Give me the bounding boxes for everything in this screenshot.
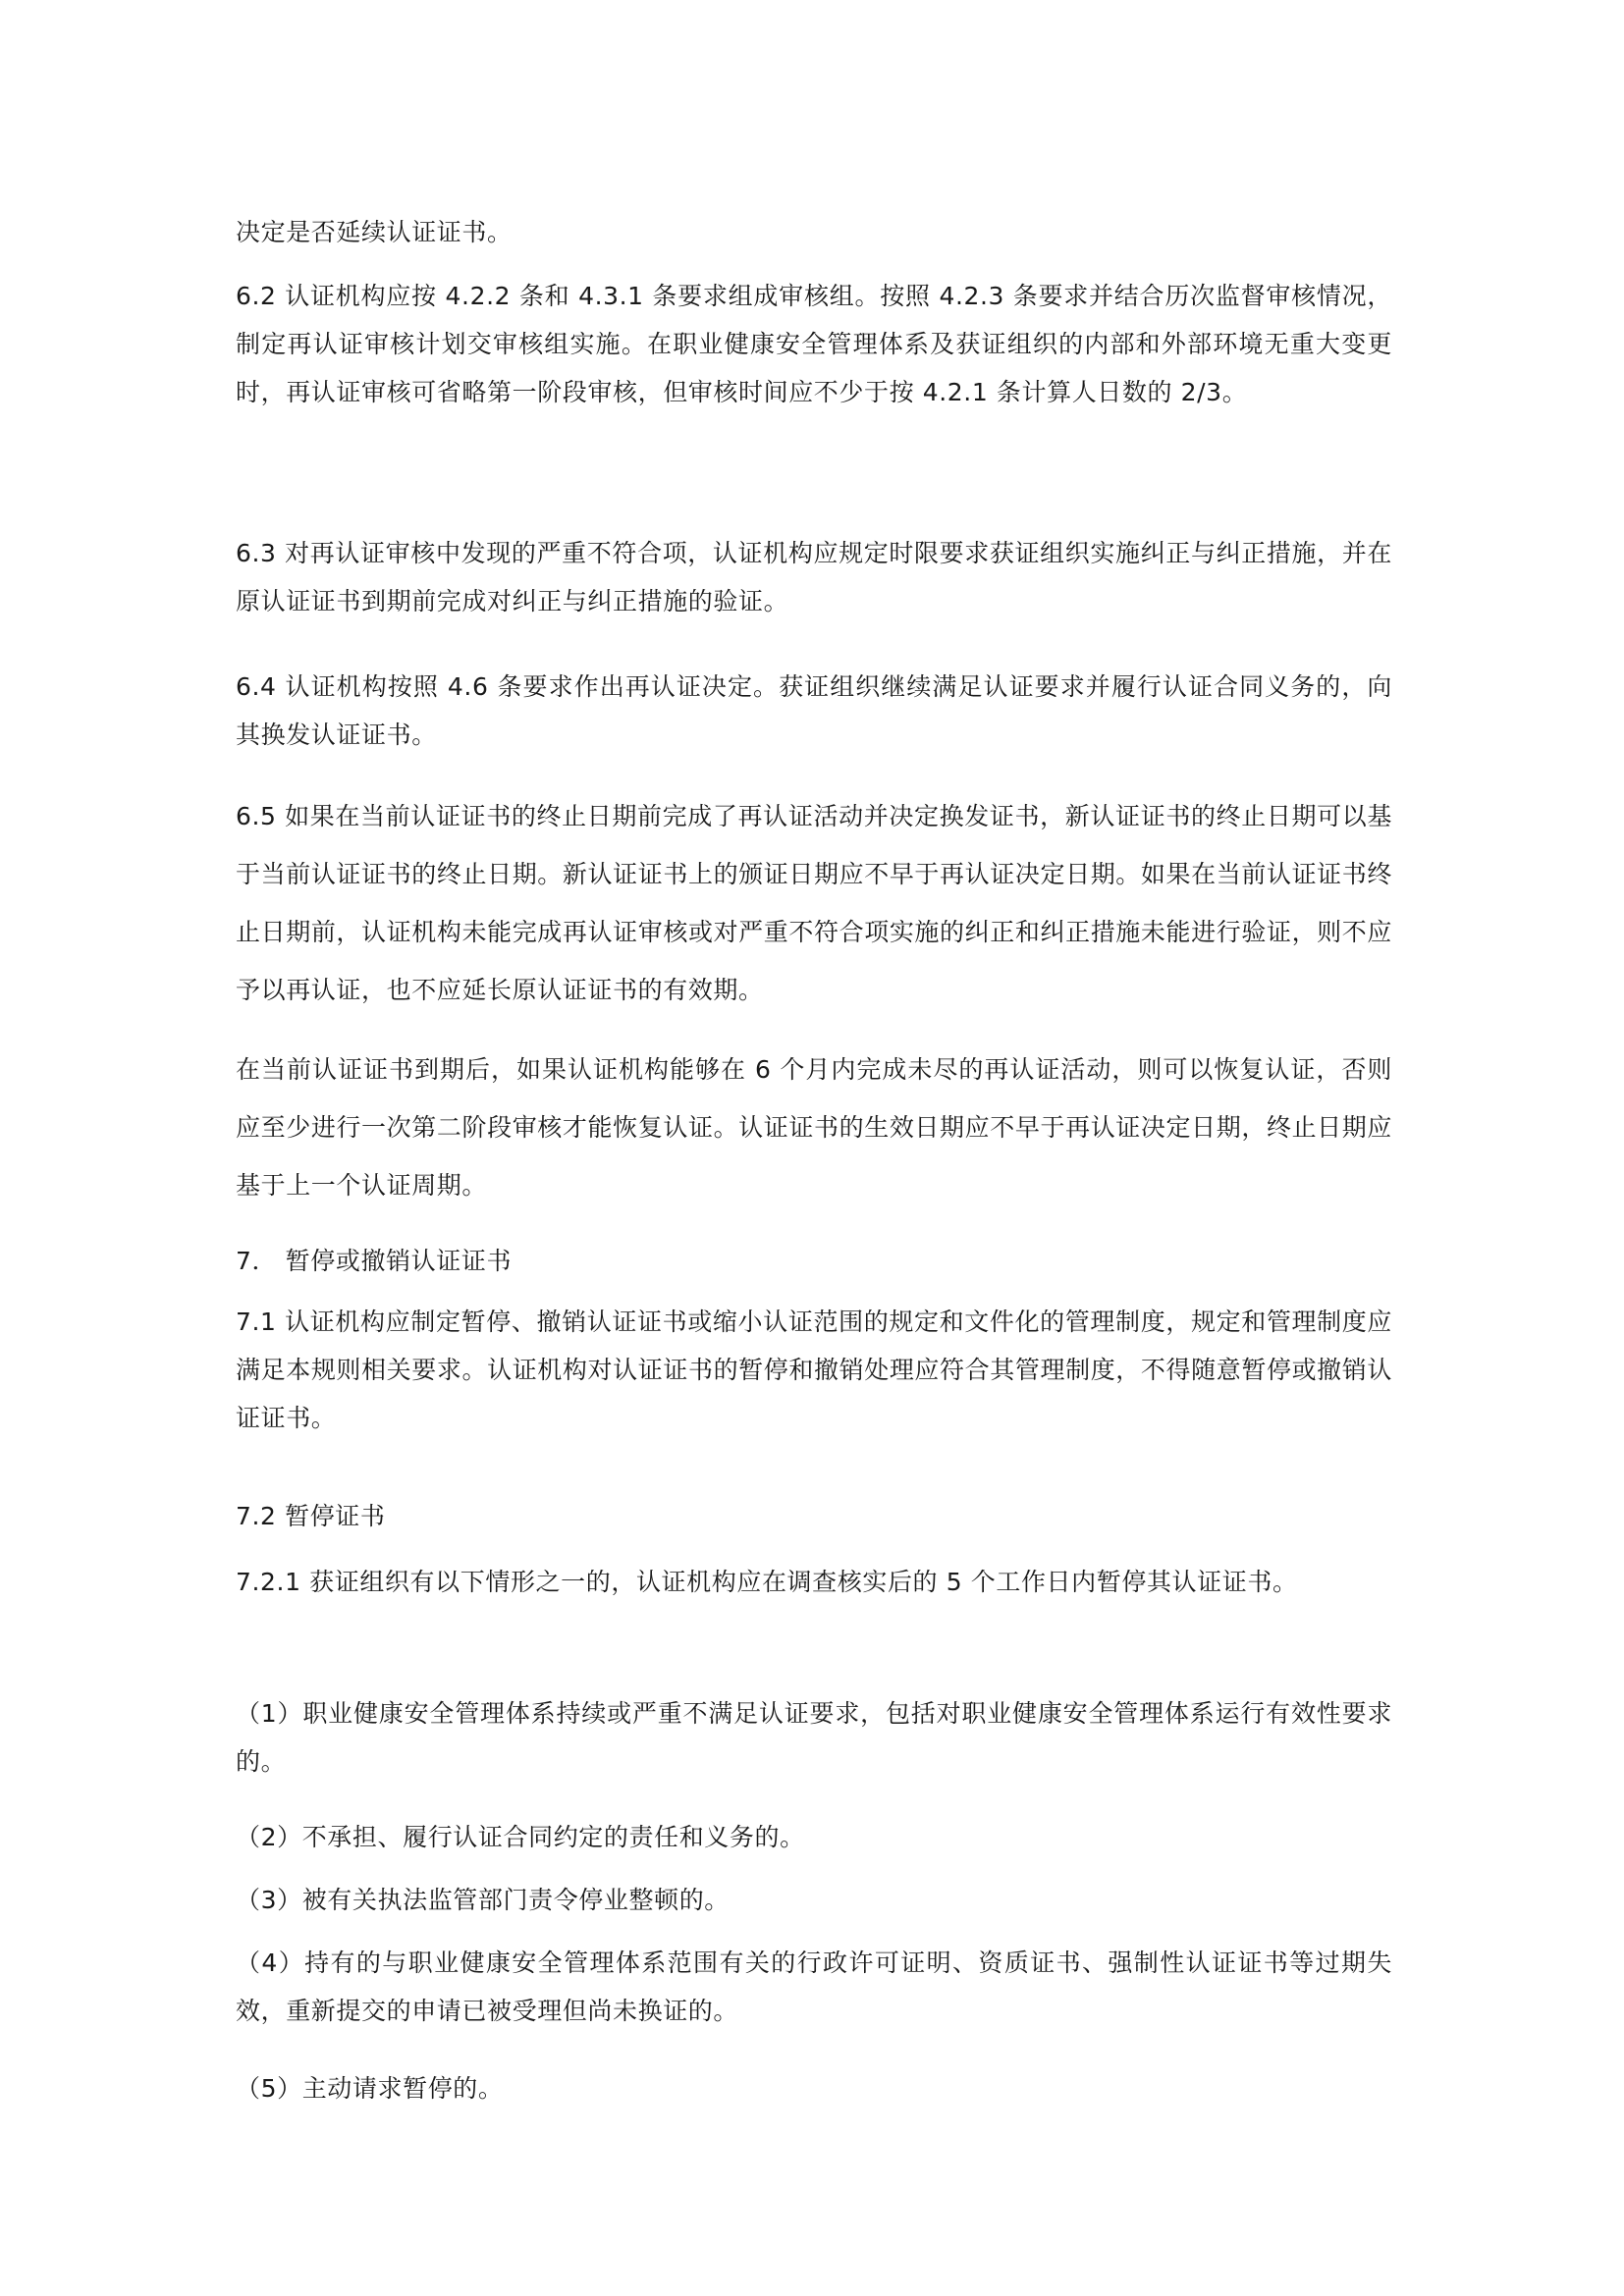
list-item-2: （2）不承担、履行认证合同约定的责任和义务的。 — [236, 1823, 805, 1851]
paragraph-recertification-after-expiry: 在当前认证证书到期后，如果认证机构能够在 6 个月内完成未尽的再认证活动，则可以恢复认证，否则应至少进行一次第二阶段审核才能恢复认证。认证证书的生效日期应不早于再认证决定日期，终止日期应基于上一个认证周期。 — [236, 1055, 1392, 1200]
paragraph-6-5: 6.5 如果在当前认证证书的终止日期前完成了再认证活动并决定换发证书，新认证证书的终止日期可以基于当前认证证书的终止日期。新认证证书上的颁证日期应不早于再认证决定日期。如果在当前认证证书终止日期前，认证机构未能完成再认证审核或对严重不符合项实施的纠正和纠正措施未能进行验证，则不应予以再认证，也不应延长原认证证书的有效期。 — [236, 802, 1392, 1004]
list-item-3: （3）被有关执法监管部门责令停业整顿的。 — [236, 1886, 730, 1914]
paragraph-continuation: 决定是否延续认证证书。 — [236, 218, 513, 246]
list-item-5: （5）主动请求暂停的。 — [236, 2074, 504, 2103]
list-item-1: （1）职业健康安全管理体系持续或严重不满足认证要求，包括对职业健康安全管理体系运行有效性要求的。 — [236, 1699, 1392, 1776]
list-item-4: （4）持有的与职业健康安全管理体系范围有关的行政许可证明、资质证书、强制性认证证书等过期失效，重新提交的申请已被受理但尚未换证的。 — [236, 1949, 1392, 2025]
paragraph-7-2-1: 7.2.1 获证组织有以下情形之一的，认证机构应在调查核实后的 5 个工作日内暂停其认证证书。 — [236, 1568, 1298, 1596]
paragraph-6-3: 6.3 对再认证审核中发现的严重不符合项，认证机构应规定时限要求获证组织实施纠正与纠正措施，并在原认证证书到期前完成对纠正与纠正措施的验证。 — [236, 539, 1392, 615]
section-heading-7-2: 7.2 暂停证书 — [236, 1502, 386, 1530]
section-heading-7: 7． 暂停或撤销认证证书 — [236, 1247, 513, 1275]
paragraph-6-4: 6.4 认证机构按照 4.6 条要求作出再认证决定。获证组织继续满足认证要求并履行认证合同义务的，向其换发认证证书。 — [236, 672, 1392, 749]
paragraph-6-2: 6.2 认证机构应按 4.2.2 条和 4.3.1 条要求组成审核组。按照 4.2.3 条要求并结合历次监督审核情况，制定再认证审核计划交审核组实施。在职业健康安全管理体系及获证组织的内部和外部环境无重大变更时，再认证审核可省略第一阶段审核，但审核时间应不少于按 4.2.1 条计算人日数的 2/3。 — [236, 282, 1392, 406]
paragraph-7-1: 7.1 认证机构应制定暂停、撤销认证证书或缩小认证范围的规定和文件化的管理制度，规定和管理制度应满足本规则相关要求。认证机构对认证证书的暂停和撤销处理应符合其管理制度，不得随意暂停或撤销认证证书。 — [236, 1308, 1392, 1432]
